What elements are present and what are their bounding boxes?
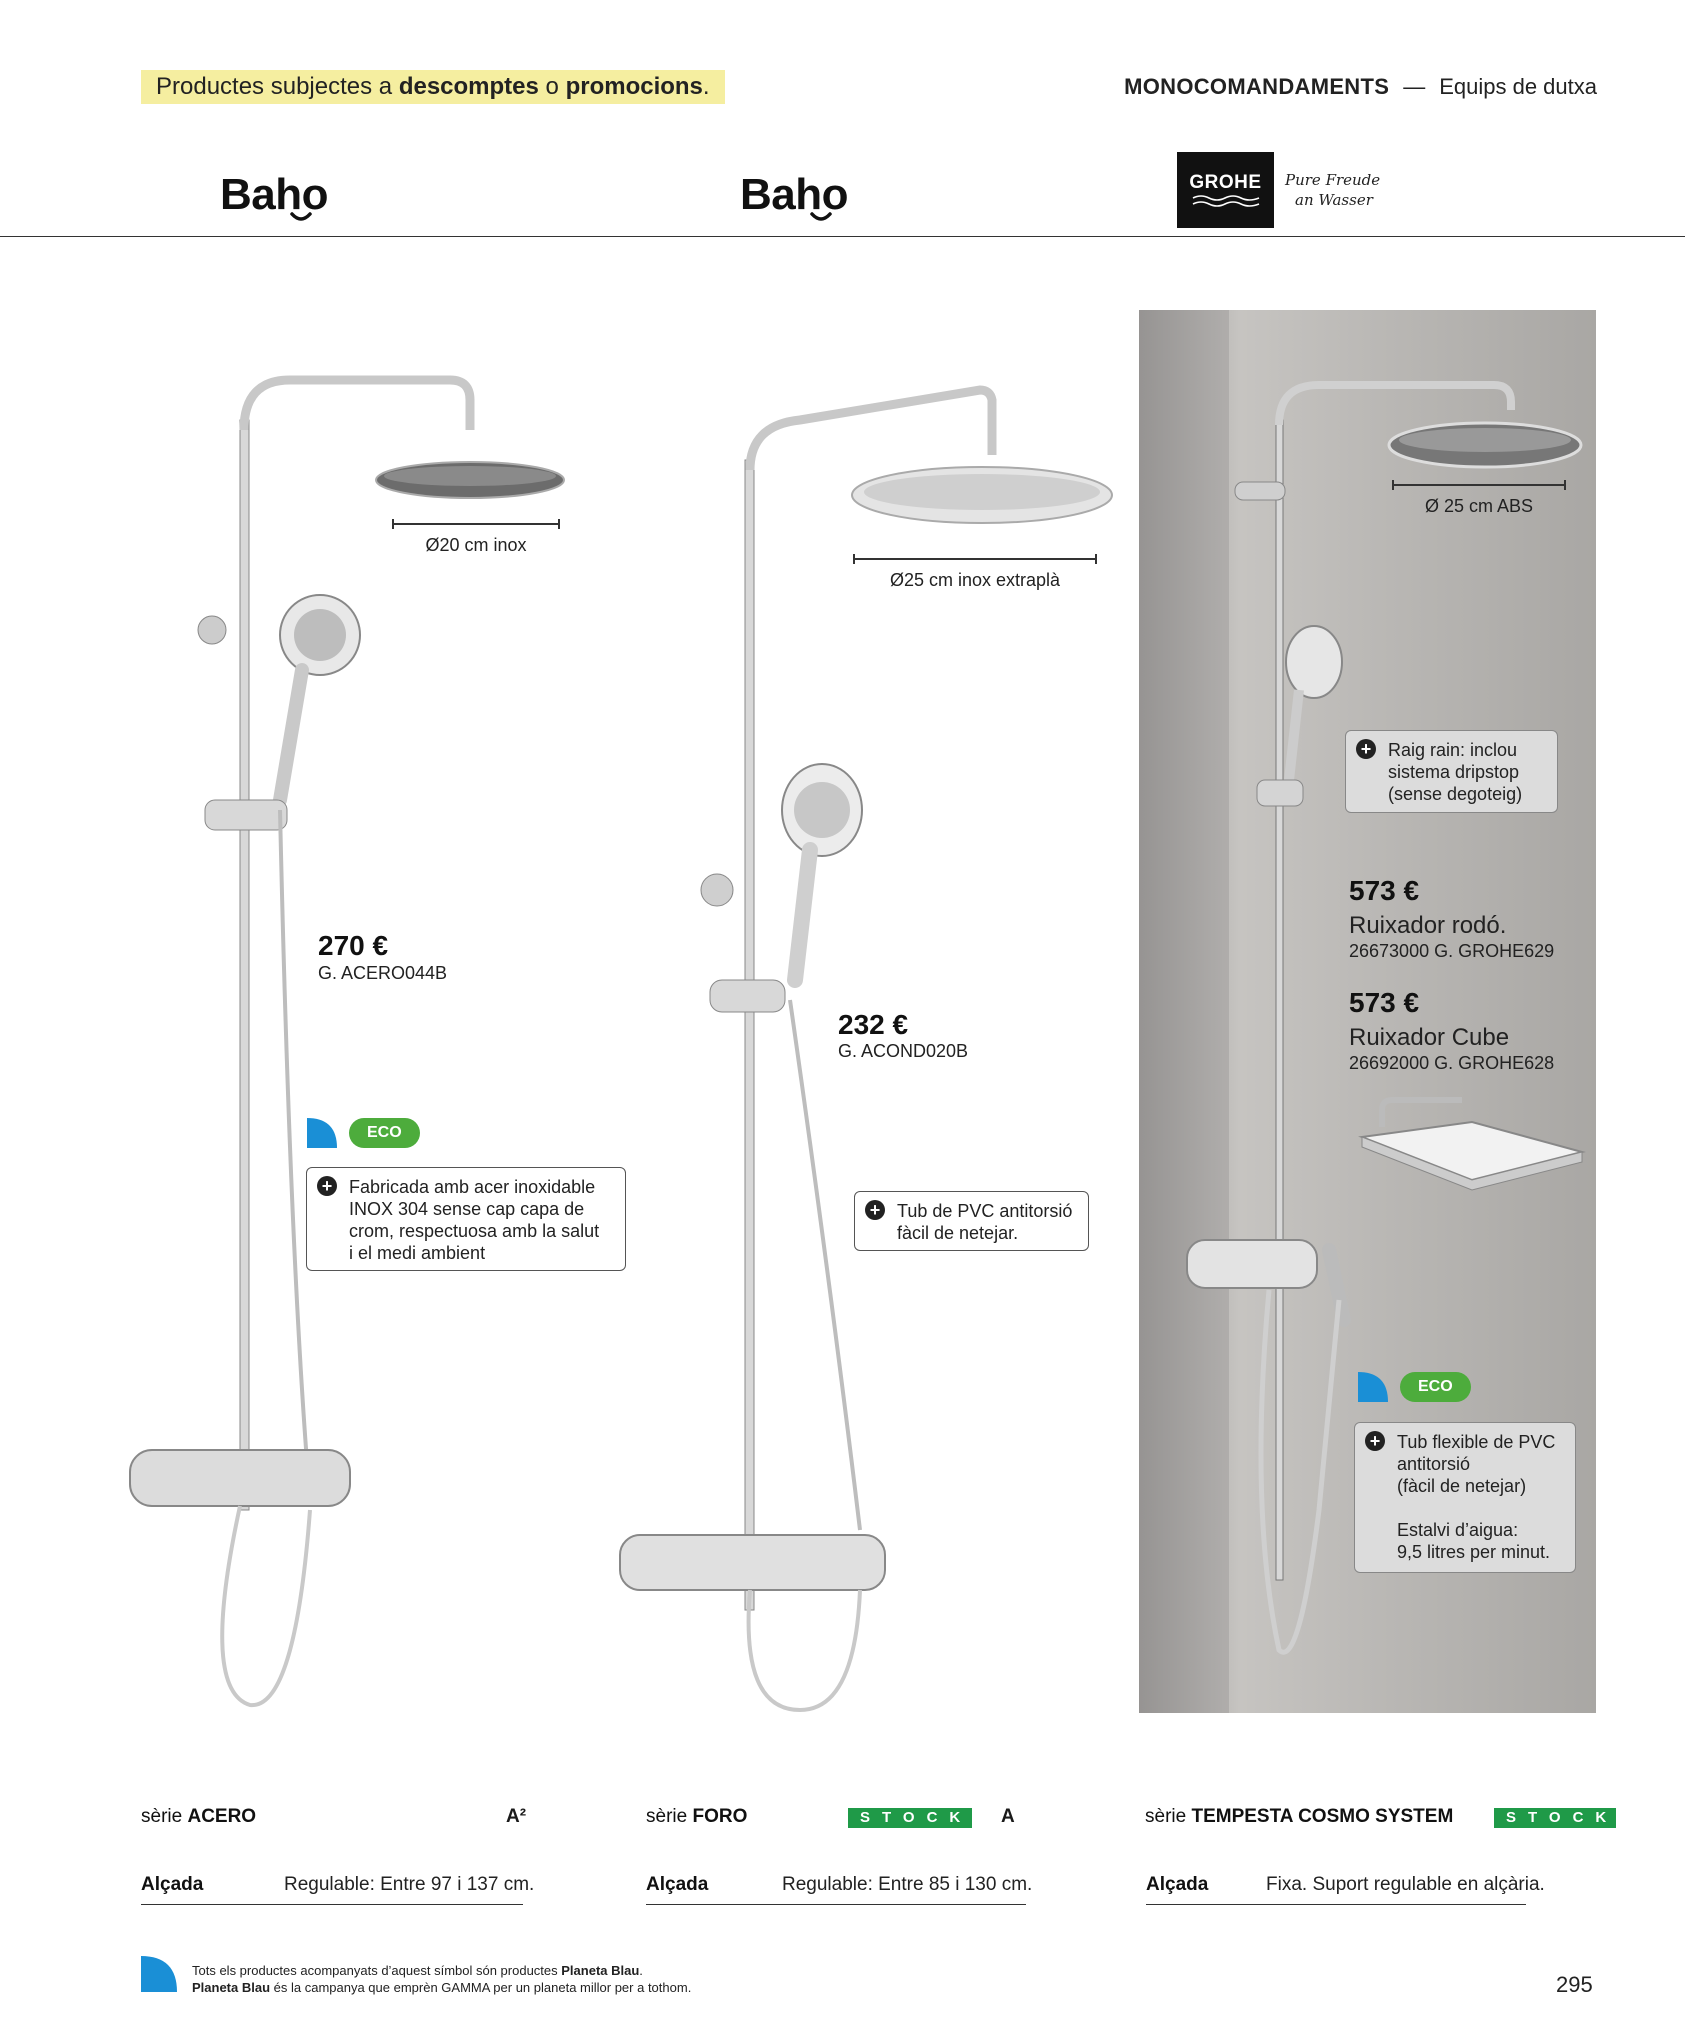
footer-note	[192, 1962, 691, 1996]
promo-text: Productes subjectes a	[156, 73, 399, 100]
tempesta-note-bottom	[1354, 1422, 1576, 1573]
foro-dimension-text: Ø25 cm inox extraplà	[889, 570, 1061, 590]
section-category: MONOCOMANDAMENTS	[1124, 74, 1390, 99]
tempesta-note-top	[1345, 730, 1558, 813]
tempesta-note-line: Estalvi d’aigua:	[1397, 1520, 1519, 1540]
promo-banner	[141, 70, 725, 104]
planeta-blau-leaf-icon	[1358, 1372, 1388, 1402]
height-value: Fixa. Suport regulable en alçària.	[1266, 1874, 1545, 1895]
page-number: 295	[1556, 1972, 1593, 1997]
section-subcategory: Equips de dutxa	[1439, 74, 1597, 99]
promo-or: o	[538, 73, 566, 100]
grohe-slogan-line-1: Pure Freude	[1285, 171, 1381, 189]
section-dash: —	[1403, 74, 1426, 99]
brand-baho-1-text: Baho	[220, 170, 328, 219]
footer-line-2	[192, 1979, 691, 1996]
serie-name: TEMPESTA COSMO SYSTEM	[1191, 1806, 1454, 1827]
height-label: Alçada	[1146, 1874, 1209, 1895]
tempesta-note-line: (sense degoteig)	[1388, 784, 1523, 804]
tempesta-stock-badge: STOCK	[1494, 1808, 1616, 1828]
height-value: Regulable: Entre 97 i 137 cm.	[284, 1874, 535, 1895]
promo-discounts: descomptes	[398, 73, 539, 100]
acero-note	[306, 1167, 626, 1271]
height-label: Alçada	[646, 1874, 709, 1895]
brand-baho-2-text: Baho	[740, 170, 848, 219]
serie-foro	[646, 1806, 747, 1828]
brand-baho-1	[220, 170, 360, 222]
foro-stock-badge: STOCK	[848, 1808, 972, 1828]
cube-shower-head-illustration	[1352, 1092, 1586, 1192]
serie-name: FORO	[692, 1806, 748, 1827]
plus-icon: +	[1365, 1431, 1385, 1451]
planeta-blau-leaf-icon	[307, 1118, 337, 1148]
acero-note-line: Fabricada amb acer inoxidable	[349, 1177, 596, 1197]
grohe-slogan	[1285, 170, 1380, 210]
plus-icon: +	[865, 1200, 885, 1220]
acero-note-line: i el medi ambient	[349, 1243, 486, 1263]
serie-name: ACERO	[187, 1806, 257, 1827]
foro-code: G. ACOND020B	[838, 1041, 969, 1061]
footer-planeta-blau: Planeta Blau	[561, 1963, 640, 1978]
tempesta-note-spacer	[1397, 1497, 1563, 1519]
tempesta-code-round: 26673000 G. GROHE629	[1349, 941, 1555, 961]
tempesta-price-cube: 573 €	[1349, 987, 1420, 1018]
acero-shower-illustration	[120, 360, 590, 1720]
footer-period: .	[639, 1963, 643, 1978]
planeta-blau-leaf-icon	[141, 1956, 177, 1992]
tempesta-eco-badge: ECO	[1400, 1372, 1471, 1402]
acero-price: 270 €	[318, 930, 389, 961]
plus-icon: +	[1356, 739, 1376, 759]
footer-line-1	[192, 1962, 691, 1979]
acero-height-row	[141, 1864, 535, 1905]
brand-baho-2	[740, 170, 880, 222]
tempesta-name-round: Ruixador rodó.	[1349, 912, 1507, 939]
foro-note-line: Tub de PVC antitorsió	[897, 1201, 1073, 1221]
foro-energy-class: A	[1001, 1806, 1015, 1827]
tempesta-dimension	[1392, 484, 1566, 520]
foro-note-line: fàcil de netejar.	[897, 1223, 1019, 1243]
header-divider	[0, 236, 1685, 237]
tempesta-note-line: (fàcil de netejar)	[1397, 1476, 1527, 1496]
tempesta-note-line: sistema dripstop	[1388, 762, 1520, 782]
serie-acero	[141, 1806, 256, 1828]
acero-note-line: INOX 304 sense cap capa de	[349, 1199, 585, 1219]
acero-dimension-text: Ø20 cm inox	[425, 535, 527, 555]
tempesta-price-round: 573 €	[1349, 875, 1420, 906]
foro-price: 232 €	[838, 1009, 909, 1040]
foro-dimension-rule	[853, 558, 1097, 560]
serie-prefix: sèrie	[141, 1806, 188, 1827]
tempesta-dimension-rule	[1392, 484, 1566, 486]
foro-dimension	[853, 558, 1097, 594]
height-label: Alçada	[141, 1874, 204, 1895]
tempesta-name-cube: Ruixador Cube	[1349, 1024, 1510, 1051]
tempesta-height-row	[1146, 1864, 1545, 1905]
promo-promotions: promocions	[565, 73, 703, 100]
tempesta-dimension-text: Ø 25 cm ABS	[1424, 496, 1534, 516]
foro-height-row	[646, 1864, 1033, 1905]
acero-eco-badge: ECO	[349, 1118, 420, 1148]
grohe-slogan-line-2: an Wasser	[1295, 191, 1373, 209]
plus-icon: +	[317, 1176, 337, 1196]
acero-code: G. ACERO044B	[318, 963, 448, 983]
acero-dimension	[392, 523, 560, 559]
tempesta-note-line: Tub flexible de PVC	[1397, 1432, 1556, 1452]
foro-note	[854, 1191, 1089, 1251]
tempesta-note-line: 9,5 litres per minut.	[1397, 1542, 1551, 1562]
acero-energy-class: A²	[506, 1806, 527, 1827]
section-title	[1124, 74, 1597, 100]
tempesta-code-cube: 26692000 G. GROHE628	[1349, 1053, 1555, 1073]
grohe-wave-icon	[1191, 194, 1261, 208]
promo-period: .	[702, 73, 710, 100]
footer-line-2-text: és la campanya que emprèn GAMMA per un planeta millor per a tothom.	[270, 1980, 692, 1995]
acero-dimension-rule	[392, 523, 560, 525]
grohe-logo	[1177, 152, 1274, 228]
serie-prefix: sèrie	[1145, 1806, 1192, 1827]
serie-prefix: sèrie	[646, 1806, 693, 1827]
tempesta-note-line: antitorsió	[1397, 1454, 1471, 1474]
height-value: Regulable: Entre 85 i 130 cm.	[782, 1874, 1033, 1895]
footer-line-1-text: Tots els productes acompanyats d’aquest símbol són productes	[192, 1963, 562, 1978]
footer-planeta-blau: Planeta Blau	[192, 1980, 271, 1995]
acero-note-line: crom, respectuosa amb la salut	[349, 1221, 600, 1241]
grohe-logo-text: GROHE	[1189, 172, 1262, 193]
tempesta-note-line: Raig rain: inclou	[1388, 740, 1518, 760]
serie-tempesta	[1145, 1806, 1453, 1828]
